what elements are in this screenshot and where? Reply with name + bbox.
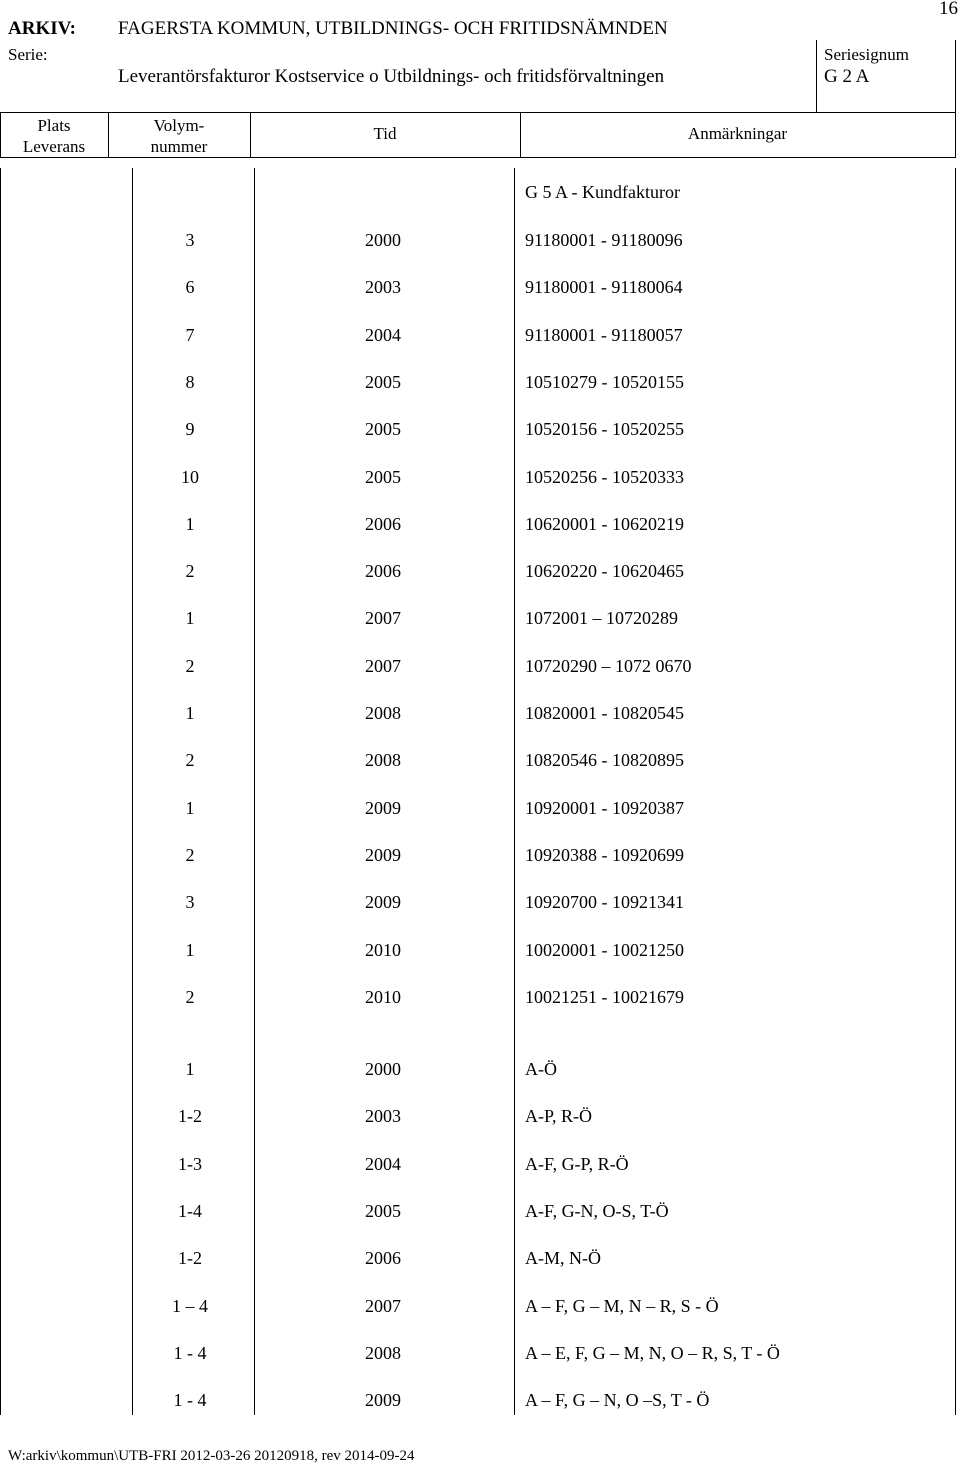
row-year: 2008 (365, 750, 401, 771)
footer-path: W:arkiv\kommun\UTB-FRI 2012-03-26 20120918, rev 2014-09-24 (8, 1448, 415, 1464)
row-note: 91180001 - 91180064 (525, 277, 683, 298)
arkiv-value: FAGERSTA KOMMUN, UTBILDNINGS- OCH FRITIDSNÄMNDEN (118, 18, 668, 39)
row-volume: 1 - 4 (173, 1390, 207, 1411)
row-year: 2009 (365, 892, 401, 913)
row-year: 2003 (365, 1106, 401, 1127)
row-volume: 1 - 4 (173, 1342, 207, 1363)
row-year: 2006 (365, 1248, 401, 1269)
body-col-divider-1 (132, 168, 133, 1415)
row-note: 10620001 - 10620219 (525, 513, 684, 534)
row-volume: 2 (185, 750, 195, 771)
col-anmarkningar: Anmärkningar (687, 124, 788, 143)
row-volume: 1-2 (178, 1248, 202, 1269)
row-volume: 2 (185, 986, 195, 1007)
row-year: 2000 (365, 230, 401, 250)
row-volume: 1 (185, 1059, 195, 1079)
row-volume: 2 (185, 655, 195, 676)
header-border-right (955, 112, 956, 158)
row-note: A-F, G-N, O-S, T-Ö (525, 1200, 669, 1221)
row-year: 2006 (365, 513, 401, 534)
row-year: 2005 (365, 419, 401, 440)
row-year: 2008 (365, 1342, 401, 1363)
row-year: 2009 (365, 844, 401, 865)
row-note: 91180001 - 91180096 (525, 230, 683, 250)
col-volym-line1: Volym- (153, 116, 205, 135)
seriesignum-divider (816, 40, 817, 113)
body-col-divider-2 (254, 168, 255, 1415)
col-tid: Tid (373, 124, 397, 143)
row-volume: 1-4 (178, 1200, 202, 1221)
serie-value: Leverantörsfakturor Kostservice o Utbildnings- och fritidsförvaltningen (118, 66, 665, 87)
row-note: 10920700 - 10921341 (525, 892, 684, 913)
row-note: A-M, N-Ö (525, 1248, 601, 1269)
row-note: A – F, G – N, O –S, T - Ö (525, 1390, 710, 1411)
row-year: 2000 (365, 1059, 401, 1079)
row-volume: 9 (185, 419, 195, 440)
row-volume: 3 (185, 230, 195, 250)
col-plats-line1: Plats (37, 116, 71, 135)
row-note: 10920388 - 10920699 (525, 844, 684, 865)
row-year: 2007 (365, 655, 401, 676)
col-volym-line2: nummer (150, 137, 208, 156)
row-note: A-P, R-Ö (525, 1106, 593, 1127)
row-note: 10520156 - 10520255 (525, 419, 684, 440)
body-col-divider-3 (514, 168, 515, 1415)
row-year: 2010 (365, 939, 401, 960)
row-volume: 10 (181, 466, 199, 487)
row-note: 10920001 - 10920387 (525, 797, 684, 818)
row-note: 10820546 - 10820895 (525, 750, 684, 771)
row-year: 2003 (365, 277, 401, 298)
row-volume: 1-2 (178, 1106, 202, 1127)
header-divider-top (0, 112, 956, 113)
row-year: 2004 (365, 1153, 401, 1174)
row-volume: 1 – 4 (172, 1295, 208, 1316)
header-divider-bottom (0, 157, 956, 158)
seriesignum-border-right (955, 40, 956, 113)
row-note: 10720290 – 1072 0670 (525, 655, 692, 676)
row-volume: 7 (185, 324, 195, 345)
row-volume: 1 (185, 608, 195, 629)
row-note: 1072001 – 10720289 (525, 608, 678, 629)
seriesignum-value: G 2 A (824, 66, 870, 87)
row-note: A – F, G – M, N – R, S - Ö (525, 1295, 719, 1316)
section-title: G 5 A - Kundfakturor (525, 182, 680, 202)
row-note: 10020001 - 10021250 (525, 939, 684, 960)
row-volume: 1 (185, 797, 195, 818)
row-volume: 1-3 (178, 1153, 202, 1174)
serie-label: Serie: (8, 45, 48, 64)
row-volume: 6 (185, 277, 195, 298)
row-year: 2006 (365, 561, 401, 582)
row-note: 10021251 - 10021679 (525, 986, 684, 1007)
row-volume: 2 (185, 561, 195, 582)
body-border-right (955, 168, 956, 1415)
row-note: 10510279 - 10520155 (525, 371, 684, 392)
row-volume: 3 (185, 892, 195, 913)
row-note: A – E, F, G – M, N, O – R, S, T - Ö (525, 1342, 780, 1363)
row-note: A-Ö (525, 1059, 557, 1079)
row-year: 2004 (365, 324, 401, 345)
row-volume: 1 (185, 513, 195, 534)
row-volume: 1 (185, 939, 195, 960)
arkiv-label: ARKIV: (8, 18, 76, 39)
row-year: 2007 (365, 1295, 401, 1316)
row-year: 2008 (365, 703, 401, 723)
row-year: 2005 (365, 1200, 401, 1221)
row-year: 2009 (365, 797, 401, 818)
row-note: 10820001 - 10820545 (525, 703, 684, 723)
row-note: 91180001 - 91180057 (525, 324, 683, 345)
page-number: 16 (939, 0, 958, 19)
row-volume: 8 (185, 371, 195, 392)
row-year: 2005 (365, 371, 401, 392)
body-border-left (0, 168, 1, 1415)
row-year: 2009 (365, 1390, 401, 1411)
row-note: 10520256 - 10520333 (525, 466, 684, 487)
row-year: 2010 (365, 986, 401, 1007)
col-plats-line2: Leverans (22, 137, 86, 156)
row-year: 2007 (365, 608, 401, 629)
row-note: A-F, G-P, R-Ö (525, 1153, 629, 1174)
row-volume: 1 (185, 703, 195, 723)
row-note: 10620220 - 10620465 (525, 561, 684, 582)
seriesignum-label: Seriesignum (824, 45, 909, 64)
row-volume: 2 (185, 844, 195, 865)
row-year: 2005 (365, 466, 401, 487)
